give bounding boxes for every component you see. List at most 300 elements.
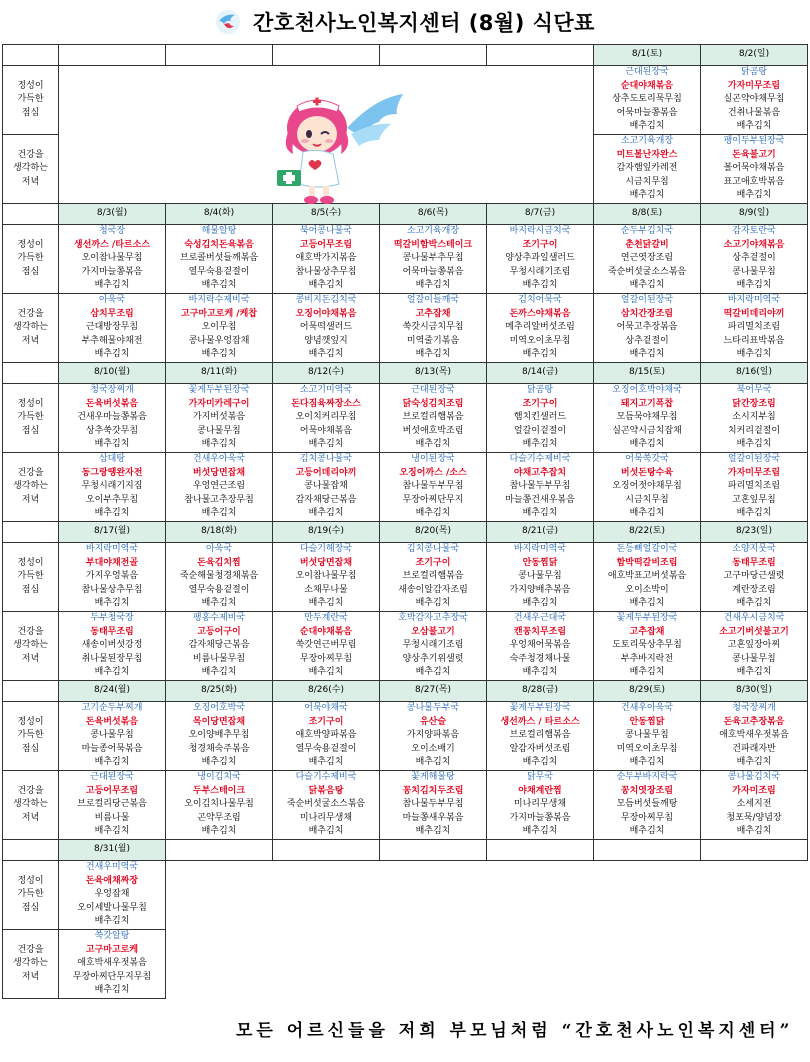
side-dish-item: 배추김치 (736, 439, 772, 450)
main-dish-item: 고등어구이 (197, 626, 241, 637)
date-header: 8/7(금) (487, 204, 594, 225)
side-dish-item: 배추김치 (94, 757, 130, 768)
soup-item: 근대된장국 (625, 67, 669, 78)
side-dish-item: 죽순버섯굴소스볶음 (607, 266, 687, 277)
dinner-menu-cell (273, 771, 380, 840)
side-dish-item: 곤약무조림 (197, 812, 241, 823)
side-dish-item: 오이김치나물무침 (184, 799, 254, 810)
side-dish-item: 애호박가지볶음 (295, 253, 357, 264)
side-dish-item: 브로컬리햄볶음 (402, 412, 464, 423)
row-label-line: 저녁 (21, 335, 40, 346)
side-dish-item: 배추김치 (736, 121, 772, 132)
side-dish-item: 파리멸치조림 (727, 481, 781, 492)
dinner-menu-cell (487, 294, 594, 363)
lunch-menu-cell (380, 384, 487, 453)
side-dish-item: 브로컬리햄볶음 (402, 571, 464, 582)
side-dish-item: 배추김치 (201, 439, 237, 450)
main-dish-item: 고구마고로케 /케찹 (181, 308, 257, 319)
side-dish-item: 배추김치 (736, 598, 772, 609)
side-dish-item: 감자채당근볶음 (188, 640, 250, 651)
lunch-menu-cell (166, 702, 273, 771)
empty-header (166, 840, 273, 861)
side-dish-item: 배추김치 (308, 349, 344, 360)
lunch-menu-cell (487, 384, 594, 453)
soup-item: 바지락미역국 (727, 295, 781, 306)
side-dish-item: 쑥갓시금치무침 (402, 322, 464, 333)
side-dish-item: 부추해물야채전 (81, 335, 143, 346)
row-label-line: 저녁 (21, 653, 40, 664)
main-dish-item: 오삼불고기 (411, 626, 455, 637)
side-dish-item: 취나물된장무침 (81, 653, 143, 664)
side-dish-item: 콩나물무침 (90, 730, 134, 741)
dinner-menu-cell (273, 453, 380, 522)
soup-item: 고기순두부찌개 (81, 703, 143, 714)
dinner-row-label (3, 135, 59, 204)
side-dish-item: 오이소박이 (625, 584, 669, 595)
lunch-menu-cell (487, 543, 594, 612)
soup-item: 어묵야채국 (304, 703, 348, 714)
side-dish-item: 근대방장무침 (85, 322, 139, 333)
row-label-line: 정성이 (17, 80, 44, 91)
lunch-menu-cell (701, 543, 808, 612)
side-dish-item: 감자채당근볶음 (295, 494, 357, 505)
side-dish-item: 오이세발나물무침 (77, 902, 147, 913)
lunch-menu-cell (701, 702, 808, 771)
soup-item: 삼대탕 (98, 454, 126, 465)
side-dish-item: 콩나물잡채 (304, 481, 348, 492)
lunch-row (3, 861, 808, 930)
date-header: 8/2(일) (701, 45, 808, 66)
side-dish-item: 표고애호박볶음 (723, 176, 785, 187)
side-dish-item: 우엉연근조림 (192, 481, 246, 492)
side-dish-item: 무청시래기조림 (509, 266, 571, 277)
dinner-menu-cell (701, 453, 808, 522)
side-dish-item: 새송이버섯강정 (81, 640, 143, 651)
dinner-menu-cell (594, 453, 701, 522)
side-dish-item: 가지양파볶음 (406, 730, 460, 741)
date-header: 8/11(화) (166, 363, 273, 384)
soup-item: 건새우아욱국 (620, 703, 674, 714)
row-label-line: 생각하는 (13, 958, 48, 969)
side-dish-item: 콩나물우엉잡채 (188, 335, 250, 346)
blank-area (166, 861, 808, 999)
main-dish-item: 가자미카레구이 (188, 398, 250, 409)
side-dish-item: 배추김치 (308, 280, 344, 291)
lunch-menu-cell (380, 702, 487, 771)
date-header: 8/5(수) (273, 204, 380, 225)
main-dish-item: 돈육김치찜 (197, 557, 241, 568)
row-label-line: 생각하는 (13, 322, 48, 333)
soup-item: 콩비지돈김치국 (295, 295, 357, 306)
date-header: 8/25(화) (166, 681, 273, 702)
title-bar (0, 0, 810, 44)
side-dish-item: 건취나물볶음 (727, 107, 781, 118)
lunch-menu-cell (166, 225, 273, 294)
main-dish-item: 조기구이 (522, 398, 558, 409)
side-dish-item: 햄치킨샐러드 (513, 412, 567, 423)
empty-header (380, 840, 487, 861)
side-dish-item: 건새우마늘쫑볶음 (77, 412, 147, 423)
dinner-row (3, 294, 808, 363)
side-dish-item: 배추김치 (308, 439, 344, 450)
date-header: 8/28(금) (487, 681, 594, 702)
date-header: 8/27(목) (380, 681, 487, 702)
main-dish-item: 돈까스야채볶음 (509, 308, 571, 319)
soup-item: 청국장 (98, 226, 126, 237)
soup-item: 다슬기수제비국 (509, 454, 571, 465)
main-dish-item: 떡갈비함박스테이크 (393, 239, 473, 250)
side-dish-item: 상추도토리묵무침 (612, 94, 682, 105)
side-dish-item: 알감자버섯조림 (509, 743, 571, 754)
date-header (273, 45, 380, 66)
date-header: 8/14(금) (487, 363, 594, 384)
lunch-menu-cell (701, 225, 808, 294)
lunch-row-label (3, 66, 59, 135)
lunch-row-label (3, 225, 59, 294)
lunch-menu-cell (594, 384, 701, 453)
side-dish-item: 참나물고추장무침 (184, 494, 254, 505)
side-dish-item: 애호박양파볶음 (295, 730, 357, 741)
side-dish-item: 계란장조림 (732, 584, 776, 595)
side-dish-item: 비름나물무침 (192, 653, 246, 664)
page-title: 간호천사노인복지센터 (8월) 식단표 (253, 11, 595, 35)
side-dish-item: 콩나물부추무침 (402, 253, 464, 264)
row-label-line: 저녁 (21, 971, 40, 982)
side-dish-item: 얼갈이겉절이 (513, 425, 567, 436)
date-header: 8/3(월) (59, 204, 166, 225)
date-header: 8/16(일) (701, 363, 808, 384)
date-header: 8/20(목) (380, 522, 487, 543)
soup-item: 꽃게두부된장국 (509, 703, 571, 714)
lunch-menu-cell (701, 66, 808, 135)
side-dish-item: 배추김치 (629, 349, 665, 360)
main-dish-item: 야채고추잡치 (513, 467, 567, 478)
soup-item: 오징어호박국 (192, 703, 246, 714)
lunch-menu-cell (487, 225, 594, 294)
lunch-menu-cell (594, 66, 701, 135)
side-dish-item: 배추김치 (629, 508, 665, 519)
side-dish-item: 배추김치 (522, 826, 558, 837)
soup-item: 소고기미역국 (299, 385, 353, 396)
date-header: 8/31(월) (59, 840, 166, 861)
main-dish-item: 돼지고기폭찹 (620, 398, 674, 409)
soup-item: 꽃게두부된장국 (188, 385, 250, 396)
header-corner (3, 681, 59, 702)
main-dish-item: 고등어데리야끼 (295, 467, 357, 478)
side-dish-item: 열무숙용겉절이 (295, 743, 357, 754)
date-header: 8/8(토) (594, 204, 701, 225)
side-dish-item: 건파래자반 (732, 743, 776, 754)
soup-item: 소고기육개장 (620, 136, 674, 147)
side-dish-item: 배추김치 (415, 280, 451, 291)
soup-item: 냉이김치국 (197, 772, 241, 783)
side-dish-item: 브로컬리햄볶음 (509, 730, 571, 741)
soup-item: 감자토란국 (732, 226, 776, 237)
side-dish-item: 배추김치 (201, 667, 237, 678)
row-label-line: 정성이 (17, 398, 44, 409)
date-header: 8/10(월) (59, 363, 166, 384)
dinner-row-label (3, 453, 59, 522)
date-header: 8/24(월) (59, 681, 166, 702)
side-dish-item: 마늘쫑건새우볶음 (505, 494, 575, 505)
row-label-line: 점심 (21, 107, 40, 118)
side-dish-item: 오이참나물무침 (295, 571, 357, 582)
soup-item: 해물알탕 (201, 226, 237, 237)
lunch-menu-cell (59, 384, 166, 453)
angel-nurse-illustration (255, 88, 405, 206)
side-dish-item: 상추쑥갓무침 (85, 425, 139, 436)
main-dish-item: 목이당면잡채 (192, 716, 246, 727)
side-dish-item: 배추김치 (522, 598, 558, 609)
main-dish-item: 생선까스 /타르소스 (74, 239, 150, 250)
lunch-menu-cell (166, 543, 273, 612)
date-header: 8/12(수) (273, 363, 380, 384)
header-corner (3, 522, 59, 543)
side-dish-item: 배추김치 (201, 508, 237, 519)
main-dish-item: 버섯당면잡채 (192, 467, 246, 478)
row-label-line: 건강을 (17, 626, 44, 637)
side-dish-item: 모듬버섯들깨탕 (616, 799, 678, 810)
row-label-line: 점심 (21, 902, 40, 913)
main-dish-item: 동태무조림 (90, 626, 134, 637)
side-dish-item: 배추김치 (629, 598, 665, 609)
soup-item: 꽃게해물탕 (411, 772, 455, 783)
side-dish-item: 배추김치 (522, 757, 558, 768)
side-dish-item: 열무숙용겉절이 (188, 266, 250, 277)
date-header (380, 45, 487, 66)
dinner-menu-cell (166, 771, 273, 840)
side-dish-item: 무장아찌단무지무침 (72, 971, 152, 982)
soup-item: 북어무국 (736, 385, 772, 396)
side-dish-item: 미역오이초무침 (509, 335, 571, 346)
side-dish-item: 배추김치 (201, 349, 237, 360)
main-dish-item: 숙성김치돈육볶음 (184, 239, 254, 250)
side-dish-item: 오징어젓야채무침 (612, 481, 682, 492)
side-dish-item: 오이참나물무침 (81, 253, 143, 264)
side-dish-item: 콩나물무침 (518, 571, 562, 582)
side-dish-item: 가지우엉볶음 (85, 571, 139, 582)
date-header (166, 45, 273, 66)
side-dish-item: 배추김치 (94, 280, 130, 291)
side-dish-item: 배추김치 (201, 598, 237, 609)
row-label-line: 정성이 (17, 239, 44, 250)
side-dish-item: 미역줄기볶음 (406, 335, 460, 346)
main-dish-item: 함박떡갈비조림 (616, 557, 678, 568)
side-dish-item: 미역오이초무침 (616, 743, 678, 754)
side-dish-item: 배추김치 (629, 757, 665, 768)
soup-item: 얼갈이된장국 (727, 454, 781, 465)
main-dish-item: 소고기버섯불고기 (719, 626, 789, 637)
side-dish-item: 소세지전 (736, 799, 772, 810)
main-dish-item: 돈육불고기 (732, 149, 776, 160)
row-label-line: 가득한 (17, 730, 44, 741)
dinner-row (3, 453, 808, 522)
soup-item: 바지락미역국 (513, 544, 567, 555)
dinner-menu-cell (166, 453, 273, 522)
date-header: 8/29(토) (594, 681, 701, 702)
side-dish-item: 도토리묵상추무침 (612, 640, 682, 651)
side-dish-item: 배추김치 (629, 826, 665, 837)
dinner-menu-cell (273, 612, 380, 681)
side-dish-item: 무장아찌무침 (299, 653, 353, 664)
side-dish-item: 가지버섯볶음 (192, 412, 246, 423)
lunch-menu-cell (594, 702, 701, 771)
soup-item: 닭무국 (526, 772, 554, 783)
side-dish-item: 마늘쫑새우볶음 (402, 812, 464, 823)
soup-item: 김치콩나물국 (299, 454, 353, 465)
soup-item: 건새우근대국 (513, 613, 567, 624)
row-label-line: 가득한 (17, 571, 44, 582)
side-dish-item: 참나물두부무침 (402, 481, 464, 492)
main-dish-item: 동태무조림 (732, 557, 776, 568)
main-dish-item: 조기구이 (415, 557, 451, 568)
soup-item: 소고기육개장 (406, 226, 460, 237)
date-header: 8/19(수) (273, 522, 380, 543)
main-dish-item: 소고기야채볶음 (723, 239, 785, 250)
date-header (59, 45, 166, 66)
soup-item: 건새우미역국 (85, 862, 139, 873)
row-label-line: 건강을 (17, 308, 44, 319)
side-dish-item: 배추김치 (201, 757, 237, 768)
side-dish-item: 미나리무생채 (513, 799, 567, 810)
dinner-menu-cell (59, 930, 166, 999)
date-header: 8/22(토) (594, 522, 701, 543)
header-corner (3, 204, 59, 225)
row-label-line: 건강을 (17, 944, 44, 955)
dinner-menu-cell (166, 294, 273, 363)
main-dish-item: 두부스테이크 (192, 785, 246, 796)
angel-wing-icon (215, 9, 241, 35)
date-header: 8/13(목) (380, 363, 487, 384)
soup-item: 냉이된장국 (411, 454, 455, 465)
side-dish-item: 배추김치 (308, 757, 344, 768)
meal-plan-table (2, 44, 808, 999)
side-dish-item: 참나물상추무침 (81, 584, 143, 595)
side-dish-item: 가지양배추볶음 (509, 584, 571, 595)
side-dish-item: 가지마늘쫑볶음 (509, 812, 571, 823)
date-header: 8/30(일) (701, 681, 808, 702)
row-label-line: 점심 (21, 425, 40, 436)
row-label-line: 정성이 (17, 875, 44, 886)
row-label-line: 가득한 (17, 412, 44, 423)
main-dish-item: 가자미무조림 (727, 80, 781, 91)
side-dish-item: 상추겉절이 (625, 335, 669, 346)
row-label-line: 점심 (21, 584, 40, 595)
side-dish-item: 배추김치 (736, 349, 772, 360)
dinner-menu-cell (594, 135, 701, 204)
soup-item: 아욱국 (205, 544, 233, 555)
side-dish-item: 죽순해물청경채볶음 (179, 571, 259, 582)
side-dish-item: 배추김치 (629, 439, 665, 450)
main-dish-item: 돈다짐육짜장소스 (291, 398, 361, 409)
side-dish-item: 콩나물무침 (732, 653, 776, 664)
side-dish-item: 배추김치 (736, 826, 772, 837)
lunch-row (3, 702, 808, 771)
side-dish-item: 배추김치 (522, 439, 558, 450)
lunch-menu-cell (273, 543, 380, 612)
side-dish-item: 애호박새우젓볶음 (719, 730, 789, 741)
row-label-line: 저녁 (21, 176, 40, 187)
side-dish-item: 배추김치 (736, 757, 772, 768)
row-label-line: 가득한 (17, 889, 44, 900)
side-dish-item: 배추김치 (308, 598, 344, 609)
main-dish-item: 캔꽁치무조림 (513, 626, 567, 637)
header-corner (3, 840, 59, 861)
side-dish-item: 쑥갓연근버무림 (295, 640, 357, 651)
side-dish-item: 오이무침 (201, 322, 237, 333)
main-dish-item: 돈육애채짜장 (85, 875, 139, 886)
row-label-line: 생각하는 (13, 163, 48, 174)
soup-item: 건새우시금치국 (723, 613, 785, 624)
side-dish-item: 무청시래기조림 (402, 640, 464, 651)
side-dish-item: 배추김치 (736, 190, 772, 201)
side-dish-item: 배추김치 (415, 826, 451, 837)
main-dish-item: 춘천닭갈비 (625, 239, 669, 250)
date-header: 8/6(목) (380, 204, 487, 225)
soup-item: 오징어호박야채국 (612, 385, 682, 396)
side-dish-item: 브로콜버섯들깨볶음 (179, 253, 259, 264)
side-dish-item: 어묵떡샐러드 (299, 322, 353, 333)
main-dish-item: 유산슬 (419, 716, 447, 727)
side-dish-item: 청포묵/양념장 (726, 812, 782, 823)
row-label-line: 생각하는 (13, 481, 48, 492)
main-dish-item: 버섯당면잡채 (299, 557, 353, 568)
row-label-line: 저녁 (21, 494, 40, 505)
side-dish-item: 볼어묵야채볶음 (723, 163, 785, 174)
soup-item: 어묵쑥갓국 (625, 454, 669, 465)
soup-item: 얼갈이들깨국 (406, 295, 460, 306)
side-dish-item: 오이양배추무침 (188, 730, 250, 741)
side-dish-item: 배추김치 (629, 121, 665, 132)
main-dish-item: 가자미무조림 (727, 467, 781, 478)
side-dish-item: 버섯애호박조림 (402, 425, 464, 436)
lunch-menu-cell (59, 543, 166, 612)
main-dish-item: 동그랑땡완자전 (81, 467, 143, 478)
side-dish-item: 상추겉절이 (732, 253, 776, 264)
side-dish-item: 콩나물무침 (625, 730, 669, 741)
soup-item: 아욱국 (98, 295, 126, 306)
dinner-menu-cell (701, 771, 808, 840)
side-dish-item: 미나리무생채 (299, 812, 353, 823)
main-dish-item: 오징어까스 /소스 (399, 467, 467, 478)
soup-item: 호박감자고추장국 (398, 613, 468, 624)
row-label-line: 점심 (21, 743, 40, 754)
soup-item: 닭곰탕 (526, 385, 554, 396)
lunch-menu-cell (487, 702, 594, 771)
side-dish-item: 배추김치 (522, 508, 558, 519)
main-dish-item: 오징어야채볶음 (295, 308, 357, 319)
side-dish-item: 고구마당근샐럿 (723, 571, 785, 582)
dinner-row-label (3, 771, 59, 840)
soup-item: 팽이두부된장국 (723, 136, 785, 147)
date-header: 8/23(일) (701, 522, 808, 543)
side-dish-item: 오이치커리무침 (295, 412, 357, 423)
dinner-row-label (3, 294, 59, 363)
side-dish-item: 메추리알버섯조림 (505, 322, 575, 333)
side-dish-item: 양념깻잎지 (304, 335, 348, 346)
row-label-line: 정성이 (17, 557, 44, 568)
date-header: 8/1(토) (594, 45, 701, 66)
main-dish-item: 닭볶음탕 (308, 785, 344, 796)
lunch-row (3, 66, 808, 135)
side-dish-item: 느타리표박볶음 (723, 335, 785, 346)
soup-item: 쑥갓알탕 (94, 931, 130, 942)
soup-item: 다슬기수제비국 (295, 772, 357, 783)
side-dish-item: 애호박표고버섯볶음 (607, 571, 687, 582)
side-dish-item: 배추김치 (522, 667, 558, 678)
main-dish-item: 미트볼난자완스 (616, 149, 678, 160)
lunch-menu-cell (273, 225, 380, 294)
